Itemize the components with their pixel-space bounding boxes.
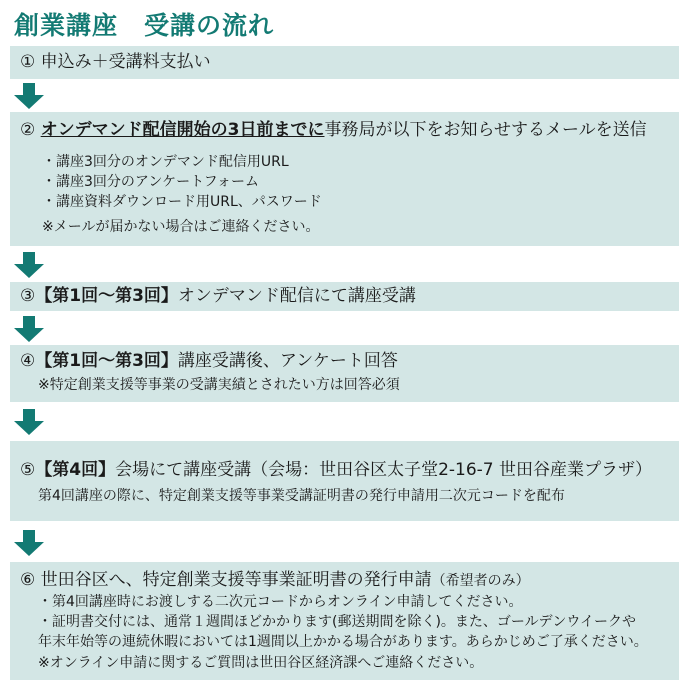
down-arrow-icon: [14, 409, 44, 435]
step-5-box: [10, 441, 679, 521]
step-6-line-4: ※オンライン申請に関するご質問は世田谷区経済課へご連絡ください。: [38, 655, 484, 671]
step-3-sessions: 【第1回〜第3回】: [35, 286, 178, 306]
down-arrow-icon: [14, 316, 44, 342]
title-part-1: 創業講座: [14, 11, 119, 40]
step-6-applicants-only: （希望者のみ）: [431, 573, 530, 589]
step-3-text: [20, 288, 416, 305]
down-arrow-icon: [14, 530, 44, 556]
step-6-line-3: 年末年始等の連続休暇においては1週間以上かかる場合があります。あらかじめご了承ください。: [38, 634, 648, 650]
step-4-note: ※特定創業支援等事業の受講実績とされたい方は回答必須: [38, 377, 400, 393]
step-4-description: 講座受講後、アンケート回答: [177, 351, 398, 371]
step-4-heading: [20, 353, 398, 370]
step-1-text: ① 申込み＋受講料支払い: [20, 52, 211, 72]
step-3-box: [10, 282, 679, 311]
step-2-heading: [20, 122, 647, 139]
step-2-note: ※メールが届かない場合はご連絡ください。: [42, 219, 320, 235]
step-2-box: [10, 112, 679, 246]
step-3-description: オンデマンド配信にて講座受講: [177, 286, 416, 306]
down-arrow-icon: [14, 252, 44, 278]
step-2-item-1: ・講座3回分のオンデマンド配信用URL: [42, 154, 289, 170]
step-4-box: [10, 345, 679, 402]
step-5-number: ⑤: [20, 460, 36, 480]
page-title: [14, 6, 274, 42]
down-arrow-icon: [14, 83, 44, 109]
step-3-number: ③: [20, 286, 36, 306]
step-6-line-2: ・証明書交付には、通常１週間ほどかかります(郵送期間を除く)。また、ゴールデンウイークや: [38, 614, 636, 630]
step-2-item-3: ・講座資料ダウンロード用URL、パスワード: [42, 194, 322, 210]
step-6-box: [10, 562, 679, 680]
step-2-number: ②: [20, 120, 36, 140]
step-6-title: ⑥ 世田谷区へ、特定創業支援等事業証明書の発行申請: [20, 570, 432, 590]
step-2-item-2: ・講座3回分のアンケートフォーム: [42, 174, 259, 190]
step-6-line-1: ・第4回講座時にお渡しする二次元コードからオンライン申請してください。: [38, 594, 523, 610]
step-2-description: 事務局が以下をお知らせするメールを送信: [324, 120, 647, 140]
step-6-heading: [20, 572, 530, 589]
step-5-session: 【第4回】: [35, 460, 116, 480]
step-4-number: ④: [20, 351, 36, 371]
step-4-sessions: 【第1回〜第3回】: [35, 351, 178, 371]
step-5-description: 会場にて講座受講（会場：世田谷区太子堂2-16-7 世田谷産業プラザ）: [115, 460, 653, 480]
step-5-subtext: 第4回講座の際に、特定創業支援等事業受講証明書の発行申請用二次元コードを配布: [38, 488, 565, 504]
step-5-heading: [20, 462, 652, 479]
title-part-2: 受講の流れ: [144, 11, 275, 40]
step-1-box: [10, 46, 679, 79]
step-2-deadline: オンデマンド配信開始の3日前までに: [40, 120, 325, 140]
